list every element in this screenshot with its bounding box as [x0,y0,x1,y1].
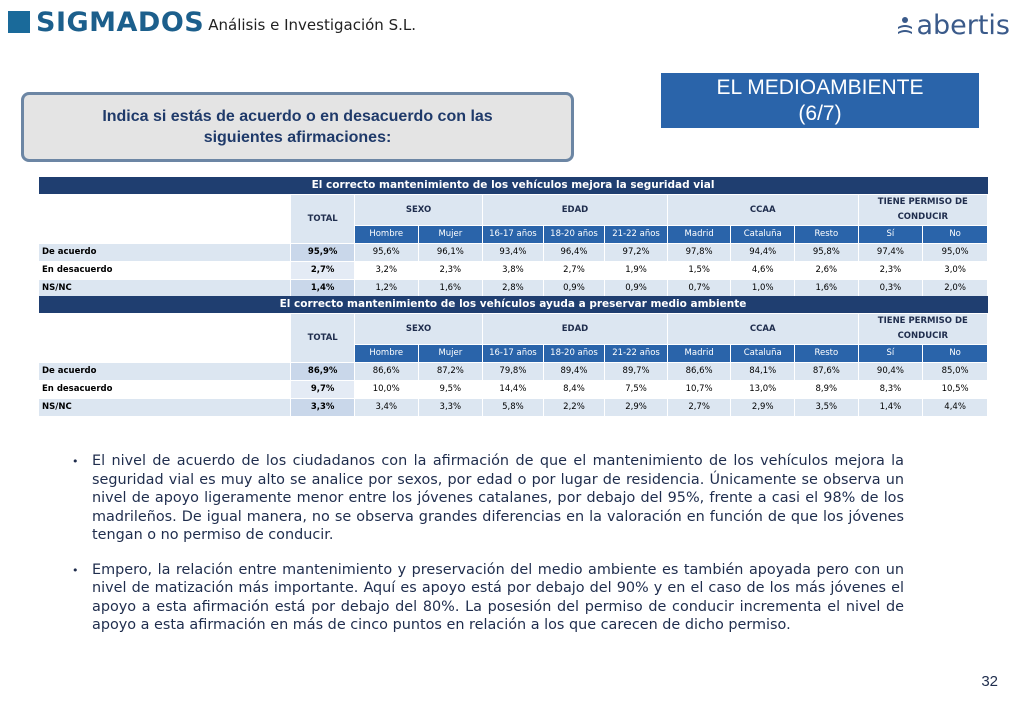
section-title-line1: EL MEDIOAMBIENTE [716,76,924,99]
total-header: TOTAL [291,194,355,243]
subheader-madrid: Madrid [667,344,731,362]
subheader-hombre: Hombre [354,344,418,362]
bullet-item [72,561,904,635]
group-header-edad: EDAD [483,313,668,344]
group-header-permiso: TIENE PERMISO DE CONDUCIR [858,194,987,225]
subheader-si: Sí [858,344,923,362]
question-line2: siguientes afirmaciones: [203,129,392,146]
subheader-18-20: 18-20 años [543,344,605,362]
subheader-resto: Resto [795,344,859,362]
subheader-madrid: Madrid [667,225,731,243]
subheader-cataluna: Cataluña [731,225,795,243]
page-number: 32 [981,673,998,690]
bullet-item [72,452,904,545]
total-header: TOTAL [291,313,355,362]
subheader-si: Sí [858,225,923,243]
subheader-no: No [923,344,988,362]
subheader-mujer: Mujer [418,344,483,362]
bullet-dot-icon: • [72,455,79,468]
bullet-text: El nivel de acuerdo de los ciudadanos con la afirmación de que el mantenimiento de los vehículos mejora la seguridad vial es muy alto se analice por sexos, por edad o por lugar de residencia. Únicamente se observa un nivel de apoyo ligeramente menor entre los jóvenes catalanes, por debajo del 95%, frente a casi el 98% de los madrileños. De igual manera, no se observa grandes diferencias en la valoración en función de que los jóvenes tengan o no permiso de conducir. [92,453,904,543]
table-row: De acuerdo 86,9% 86,6% 87,2% 79,8% 89,4% 89,7% 86,6% 84,1% 87,6% 90,4% 85,0% [39,362,988,380]
brand-square-icon [8,11,30,33]
subheader-18-20: 18-20 años [543,225,605,243]
subheader-resto: Resto [795,225,859,243]
table-row: De acuerdo 95,9% 95,6% 96,1% 93,4% 96,4% 97,2% 97,8% 94,4% 95,8% 97,4% 95,0% [39,243,988,261]
subheader-mujer: Mujer [418,225,483,243]
brand-name: SIGMADOS [36,6,205,38]
subheader-no: No [923,225,988,243]
table-row: NS/NC 1,4% 1,2% 1,6% 2,8% 0,9% 0,9% 0,7% 1,0% 1,6% 0,3% 2,0% [39,279,988,297]
group-header-edad: EDAD [483,194,668,225]
bullet-dot-icon: • [72,563,79,577]
subheader-16-17: 16-17 años [483,344,544,362]
section-title-line2: (6/7) [798,102,842,125]
brand-subtitle: Análisis e Investigación S.L. [208,15,416,34]
subheader-16-17: 16-17 años [483,225,544,243]
bullet-text: Empero, la relación entre mantenimiento y preservación del medio ambiente es también apoyada pero con un nivel de matización más importante. Aquí es apoyo está por debajo del 90% y en el caso de los más jóvenes el apoyo a esta afirmación está por debajo del 80%. La posesión del permiso de conducir incrementa el nivel de apoyo a esta afirmación en más de cinco puntos en relación a los que carecen de dicho permiso. [92,561,904,633]
abertis-mark-icon [897,16,913,36]
subheader-21-22: 21-22 años [605,225,668,243]
table-row: NS/NC 3,3% 3,4% 3,3% 5,8% 2,2% 2,9% 2,7% 2,9% 3,5% 1,4% 4,4% [39,398,988,416]
question-box [21,92,574,162]
brand-logo [8,8,416,36]
table-title: El correcto mantenimiento de los vehículos mejora la seguridad vial [39,177,988,194]
group-header-sexo: SEXO [354,313,482,344]
table-title: El correcto mantenimiento de los vehículos ayuda a preservar medio ambiente [39,296,988,313]
subheader-hombre: Hombre [354,225,418,243]
results-table-1 [38,177,988,298]
table-row: En desacuerdo 9,7% 10,0% 9,5% 14,4% 8,4% 7,5% 10,7% 13,0% 8,9% 8,3% 10,5% [39,380,988,398]
group-header-ccaa: CCAA [667,194,858,225]
subheader-21-22: 21-22 años [605,344,668,362]
table-row: En desacuerdo 2,7% 3,2% 2,3% 3,8% 2,7% 1,9% 1,5% 4,6% 2,6% 2,3% 3,0% [39,261,988,279]
subheader-cataluna: Cataluña [731,344,795,362]
group-header-sexo: SEXO [354,194,482,225]
abertis-logo [897,10,1010,41]
group-header-ccaa: CCAA [667,313,858,344]
analysis-bullets [72,452,904,651]
abertis-logo-text: abertis [916,10,1010,41]
section-title [661,73,979,128]
results-table-2 [38,296,988,417]
group-header-permiso: TIENE PERMISO DE CONDUCIR [858,313,987,344]
question-line1: Indica si estás de acuerdo o en desacuerdo con las [102,108,493,125]
